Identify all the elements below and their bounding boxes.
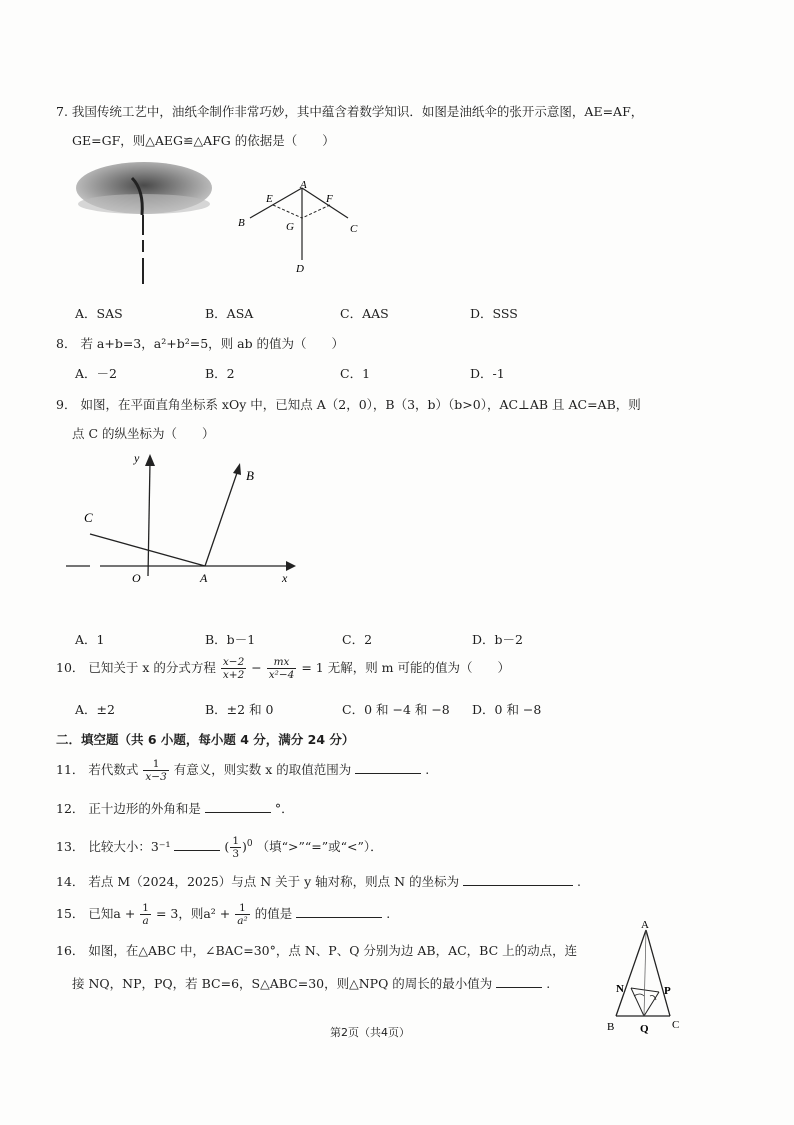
q8-option-b: B．2 [205, 366, 235, 381]
question-16-line1: 16． 如图，在△ABC 中，∠BAC=30°，点 N、P、Q 分别为边 AB，AC，BC 上的动点，连 [56, 943, 578, 958]
fraction: $\frac{mx}{\text{x²−4}}$ [268, 656, 295, 681]
label-O: O [132, 571, 141, 585]
label-D: D [296, 263, 304, 275]
label-C: C [672, 1019, 680, 1031]
q9-option-c: C．2 [342, 632, 373, 647]
q10-option-a: A．±2 [75, 702, 115, 717]
label-G: G [286, 221, 294, 233]
page-footer: 第2页（共4页） [330, 1026, 410, 1039]
question-12: 12． 正十边形的外角和是 °． [56, 801, 294, 816]
q10-option-b: B．±2 和 0 [205, 702, 274, 717]
q7-option-c: C．AAS [340, 306, 389, 321]
question-9-line2: 点 C 的纵坐标为（ ） [72, 426, 215, 441]
question-text: 已知关于 x 的分式方程 [88, 660, 216, 675]
question-text: 我国传统工艺中，油纸伞制作非常巧妙，其中蕴含着数学知识．如图是油纸伞的张开示意图，AE=AF， [71, 104, 644, 119]
answer-blank [463, 873, 573, 886]
label-F: F [326, 193, 333, 205]
label-P: P [664, 985, 671, 997]
q10-option-c: C．0 和 −4 和 −8 [342, 702, 450, 717]
q8-option-d: D．-1 [470, 366, 505, 381]
label-B: B [607, 1021, 615, 1033]
label-y: y [134, 451, 140, 465]
answer-blank [355, 761, 421, 774]
q10-option-d: D．0 和 −8 [472, 702, 542, 717]
q8-option-a: A．－2 [75, 366, 117, 381]
question-15: 15． 已知a + $\frac{1}{a}$ = 3，则a² + $\frac{1}{\text{a²}}$ 的值是 . [56, 902, 391, 927]
question-number: 14． [56, 874, 85, 889]
question-number: 11． [56, 762, 85, 777]
question-number: 12． [56, 801, 85, 816]
umbrella-diagram [230, 180, 370, 280]
q9-option-a: A．1 [75, 632, 105, 647]
label-C: C [350, 223, 358, 235]
fraction: $\frac{1}{\text{a²}}$ [237, 902, 248, 927]
question-14: 14． 若点 M（2024，2025）与点 N 关于 y 轴对称，则点 N 的坐标为 . [56, 874, 582, 889]
label-A: A [641, 919, 649, 931]
fraction: $\frac{1}{a}$ [142, 902, 149, 927]
label-B: B [246, 468, 254, 483]
question-8 [56, 334, 344, 352]
answer-blank [296, 905, 382, 918]
umbrella-photo [72, 160, 222, 290]
label-C: C [84, 510, 93, 525]
question-number: 10． [56, 660, 85, 675]
question-number: 15． [56, 906, 85, 921]
label-N: N [616, 983, 624, 995]
answer-blank [205, 800, 271, 813]
question-number: 9． [56, 397, 77, 412]
label-Q: Q [640, 1023, 649, 1035]
q7-option-a: A．SAS [75, 306, 123, 321]
question-7-line1 [56, 102, 643, 120]
question-text: 若 a+b=3，a²+b²=5，则 ab 的值为（ ） [80, 336, 345, 351]
question-number: 8． [56, 336, 77, 351]
question-7-line2: GE=GF，则△AEG≌△AFG 的依据是（ ） [72, 133, 335, 148]
answer-blank [174, 838, 220, 851]
label-A: A [300, 180, 307, 191]
triangle-figure [604, 916, 694, 1040]
q9-option-b: B．b－1 [205, 632, 256, 647]
q7-option-b: B．ASA [205, 306, 254, 321]
fraction: $\frac{1}{3}$ [232, 835, 239, 860]
question-11: 11． 若代数式 $\frac{1}{x-3}$ 有意义，则实数 x 的取值范围为 . [56, 758, 430, 783]
q7-option-d: D．SSS [470, 306, 518, 321]
q8-option-c: C．1 [340, 366, 371, 381]
label-E: E [266, 193, 273, 205]
question-number: 13． [56, 839, 85, 854]
coordinate-figure [60, 448, 310, 588]
label-B: B [238, 217, 245, 229]
answer-blank [496, 975, 542, 988]
question-13: 13． 比较大小：3⁻¹ ( $\frac{1}{3}$ )$^0$ （填“>”“=”或“<”）． [56, 835, 383, 860]
question-9-line1 [56, 395, 641, 413]
section-title: 二．填空题（共 6 小题，每小题 4 分，满分 24 分） [56, 732, 355, 747]
fraction: $\frac{1}{x-3}$ [145, 758, 167, 783]
question-number: 7. [56, 104, 68, 119]
question-text: 如图，在平面直角坐标系 xOy 中，已知点 A（2，0），B（3，b）（b>0），AC⊥AB 且 AC=AB，则 [80, 397, 641, 412]
q9-option-d: D．b－2 [472, 632, 523, 647]
label-A: A [200, 571, 208, 585]
label-x: x [282, 571, 288, 585]
fraction: $\frac{x-2}{x+2}$ [222, 656, 245, 681]
question-10: 10． 已知关于 x 的分式方程 $\frac{x-2}{x+2}$ − $\frac{mx}{\text{x²−4}}$ = 1 无解，则 m 可能的值为（ ） [56, 656, 511, 681]
question-16-line2: 接 NQ，NP，PQ，若 BC=6，S△ABC=30，则△NPQ 的周长的最小值为 . [72, 976, 551, 991]
question-number: 16． [56, 943, 85, 958]
